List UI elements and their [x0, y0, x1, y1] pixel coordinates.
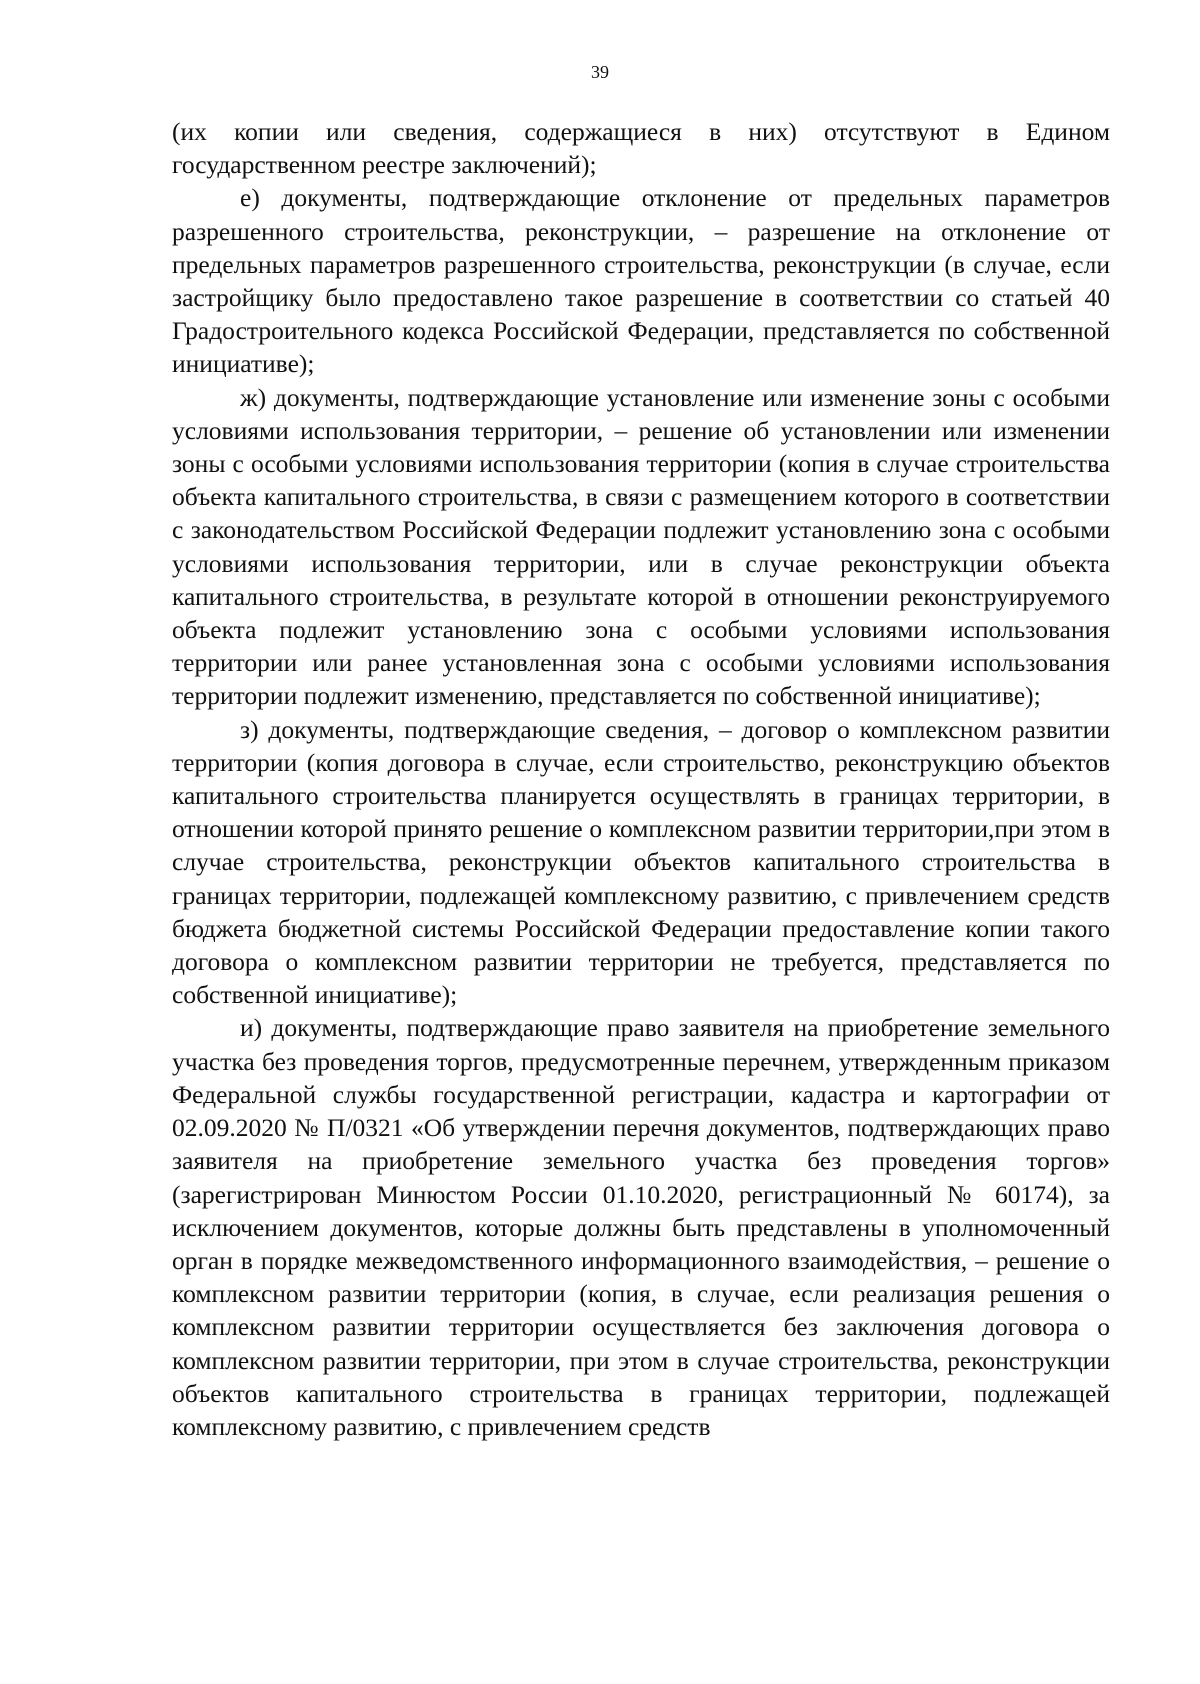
document-body	[172, 115, 1110, 1443]
paragraph-item-zh: ж) документы, подтверждающие установление или изменение зоны с особыми условиями использования территории, – решение об установлении или изменении зоны с особыми условиями использования территории (копия в случае строительства объекта капитального строительства, в связи с размещением которого в соответствии с законодательством Российской Федерации подлежит установлению зона с особыми условиями использования территории, или в случае реконструкции объекта капитального строительства, в результате которой в отношении реконструируемого объекта подлежит установлению зона с особыми условиями использования территории или ранее установленная зона с особыми условиями использования территории подлежит изменению, представляется по собственной инициативе);	[172, 382, 1110, 711]
paragraph-continuation: (их копии или сведения, содержащиеся в них) отсутствуют в Едином государственном реестре заключений);	[172, 117, 1110, 180]
paragraph-item-i: и) документы, подтверждающие право заявителя на приобретение земельного участка без проведения торгов, предусмотренные перечнем, утвержденным приказом Федеральной службы государственной регистрации, кадастра и картографии от 02.09.2020 № П/0321 «Об утверждении перечня документов, подтверждающих право заявителя на приобретение земельного участка без проведения торгов» (зарегистрирован Минюстом России 01.10.2020, регистрационный № 60174), за исключением документов, которые должны быть представлены в уполномоченный орган в порядке межведомственного информационного взаимодействия, – решение о комплексном развитии территории (копия, в случае, если реализация решения о комплексном развитии территории осуществляется без заключения договора о комплексном развитии территории, при этом в случае строительства, реконструкции объектов капитального строительства в границах территории, подлежащей комплексному развитию, с привлечением средств	[172, 1013, 1110, 1441]
page-number: 39	[591, 62, 609, 82]
paragraph-item-z: з) документы, подтверждающие сведения, – договор о комплексном развитии территории (копия договора в случае, если строительство, реконструкцию объектов капитального строительства планируется осуществлять в границах территории, в отношении которой принято решение о комплексном развитии территории,при этом в случае строительства, реконструкции объектов капитального строительства в границах территории, подлежащей комплексному развитию, с привлечением средств бюджета бюджетной системы Российской Федерации предоставление копии такого договора о комплексном развитии территории не требуется, представляется по собственной инициативе);	[172, 714, 1110, 1010]
paragraph-item-e: е) документы, подтверждающие отклонение от предельных параметров разрешенного строительства, реконструкции, – разрешение на отклонение от предельных параметров разрешенного строительства, реконструкции (в случае, если застройщику было предоставлено такое разрешение в соответствии со статьей 40 Градостроительного кодекса Российской Федерации, представляется по собственной инициативе);	[172, 183, 1110, 379]
